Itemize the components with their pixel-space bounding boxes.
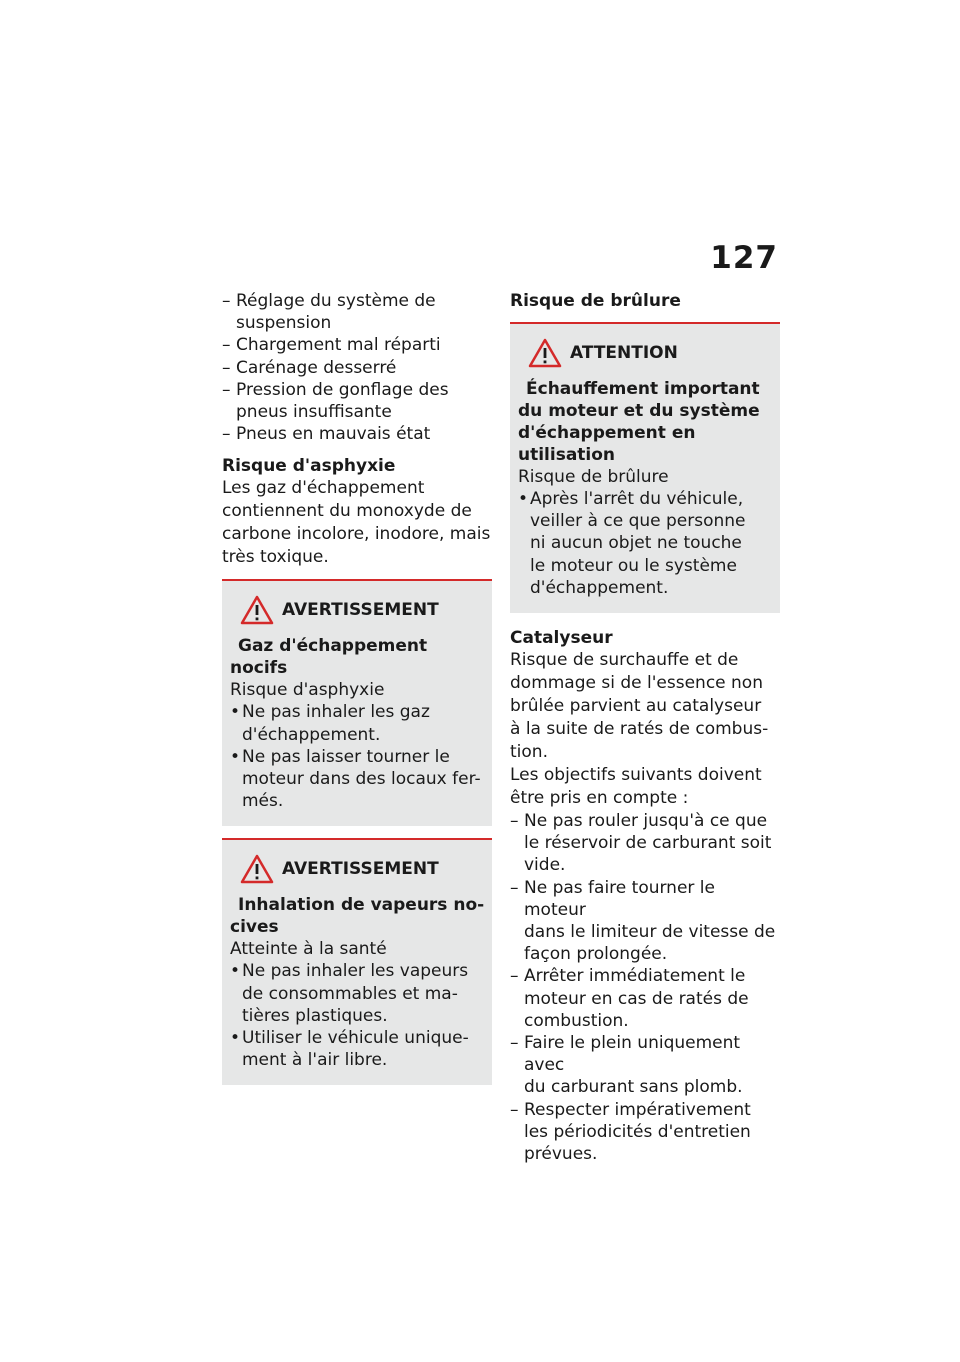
list-item: – Pneus en mauvais état: [222, 424, 431, 445]
attention-box: [510, 322, 780, 613]
warning-triangle-icon: [240, 854, 274, 884]
list-item: • Ne pas inhaler les gaz d'échappement.: [230, 702, 430, 745]
brulure-heading: Risque de brûlure: [510, 291, 681, 311]
list-item: • Ne pas laisser tourner le moteur dans des locaux fer- més.: [230, 746, 481, 812]
left-column: [222, 290, 492, 1085]
warning-box-exhaust: [222, 579, 492, 826]
warning-box-vapors: [222, 838, 492, 1085]
warning-triangle-icon: [528, 338, 562, 368]
page-number: 127: [710, 240, 778, 276]
warning-subtitle: Atteinte à la santé: [230, 939, 387, 960]
list-item: – Carénage desserré: [222, 357, 397, 378]
list-item: • Utiliser le véhicule unique- ment à l'air libre.: [230, 1028, 469, 1071]
catalyseur-heading: Catalyseur: [510, 628, 613, 649]
list-item: – Réglage du système de suspension: [222, 291, 436, 334]
catalyseur-list: [510, 810, 780, 1165]
cause-list: [222, 290, 492, 445]
attention-bullets: [518, 488, 774, 599]
list-item: – Arrêter immédiatement le moteur en cas de ratés de combustion.: [510, 966, 749, 1031]
warning-bullets: [230, 960, 486, 1071]
asphyxie-paragraph: Les gaz d'échappement contiennent du monoxyde de carbone incolore, inodore, mais très toxique.: [222, 478, 491, 568]
warning-header: [240, 854, 486, 884]
list-item: – Ne pas rouler jusqu'à ce que le réservoir de carburant soit vide.: [510, 811, 772, 876]
list-item: – Faire le plein uniquement avec du carburant sans plomb.: [510, 1033, 743, 1098]
list-item: • Ne pas inhaler les vapeurs de consommables et ma- tières plastiques.: [230, 961, 469, 1026]
list-item: • Après l'arrêt du véhicule, veiller à ce que personne ni aucun objet ne touche le moteur ou le système d'échappement.: [518, 489, 746, 598]
warning-title: Gaz d'échappement nocifs: [230, 636, 428, 679]
warning-bullets: [230, 701, 486, 812]
warning-subtitle: Risque d'asphyxie: [230, 680, 385, 701]
list-item: – Pression de gonflage des pneus insuffisante: [222, 379, 449, 423]
list-item: – Chargement mal réparti: [222, 335, 441, 356]
attention-subtitle: Risque de brûlure: [518, 467, 669, 487]
attention-header: [528, 338, 774, 368]
attention-label: ATTENTION: [570, 343, 678, 363]
warning-header: [240, 595, 486, 625]
warning-label: AVERTISSEMENT: [282, 859, 439, 880]
list-item: – Respecter impérativement les périodicités d'entretien prévues.: [510, 1099, 751, 1165]
right-column: [510, 290, 780, 1165]
warning-title: Inhalation de vapeurs no- cives: [230, 895, 485, 938]
attention-title: Échauffement important du moteur et du système d'échappement en utilisation: [518, 379, 760, 465]
warning-label: AVERTISSEMENT: [282, 600, 439, 621]
asphyxie-heading: Risque d'asphyxie: [222, 456, 396, 477]
list-item: – Ne pas faire tourner le moteur dans le limiteur de vitesse de façon prolongée.: [510, 877, 776, 965]
warning-triangle-icon: [240, 595, 274, 625]
catalyseur-paragraph: Risque de surchauffe et de dommage si de l'essence non brûlée parvient au catalyseur à la suite de ratés de combus- tion. Les objectifs suivants doivent être pris en compte :: [510, 650, 769, 809]
